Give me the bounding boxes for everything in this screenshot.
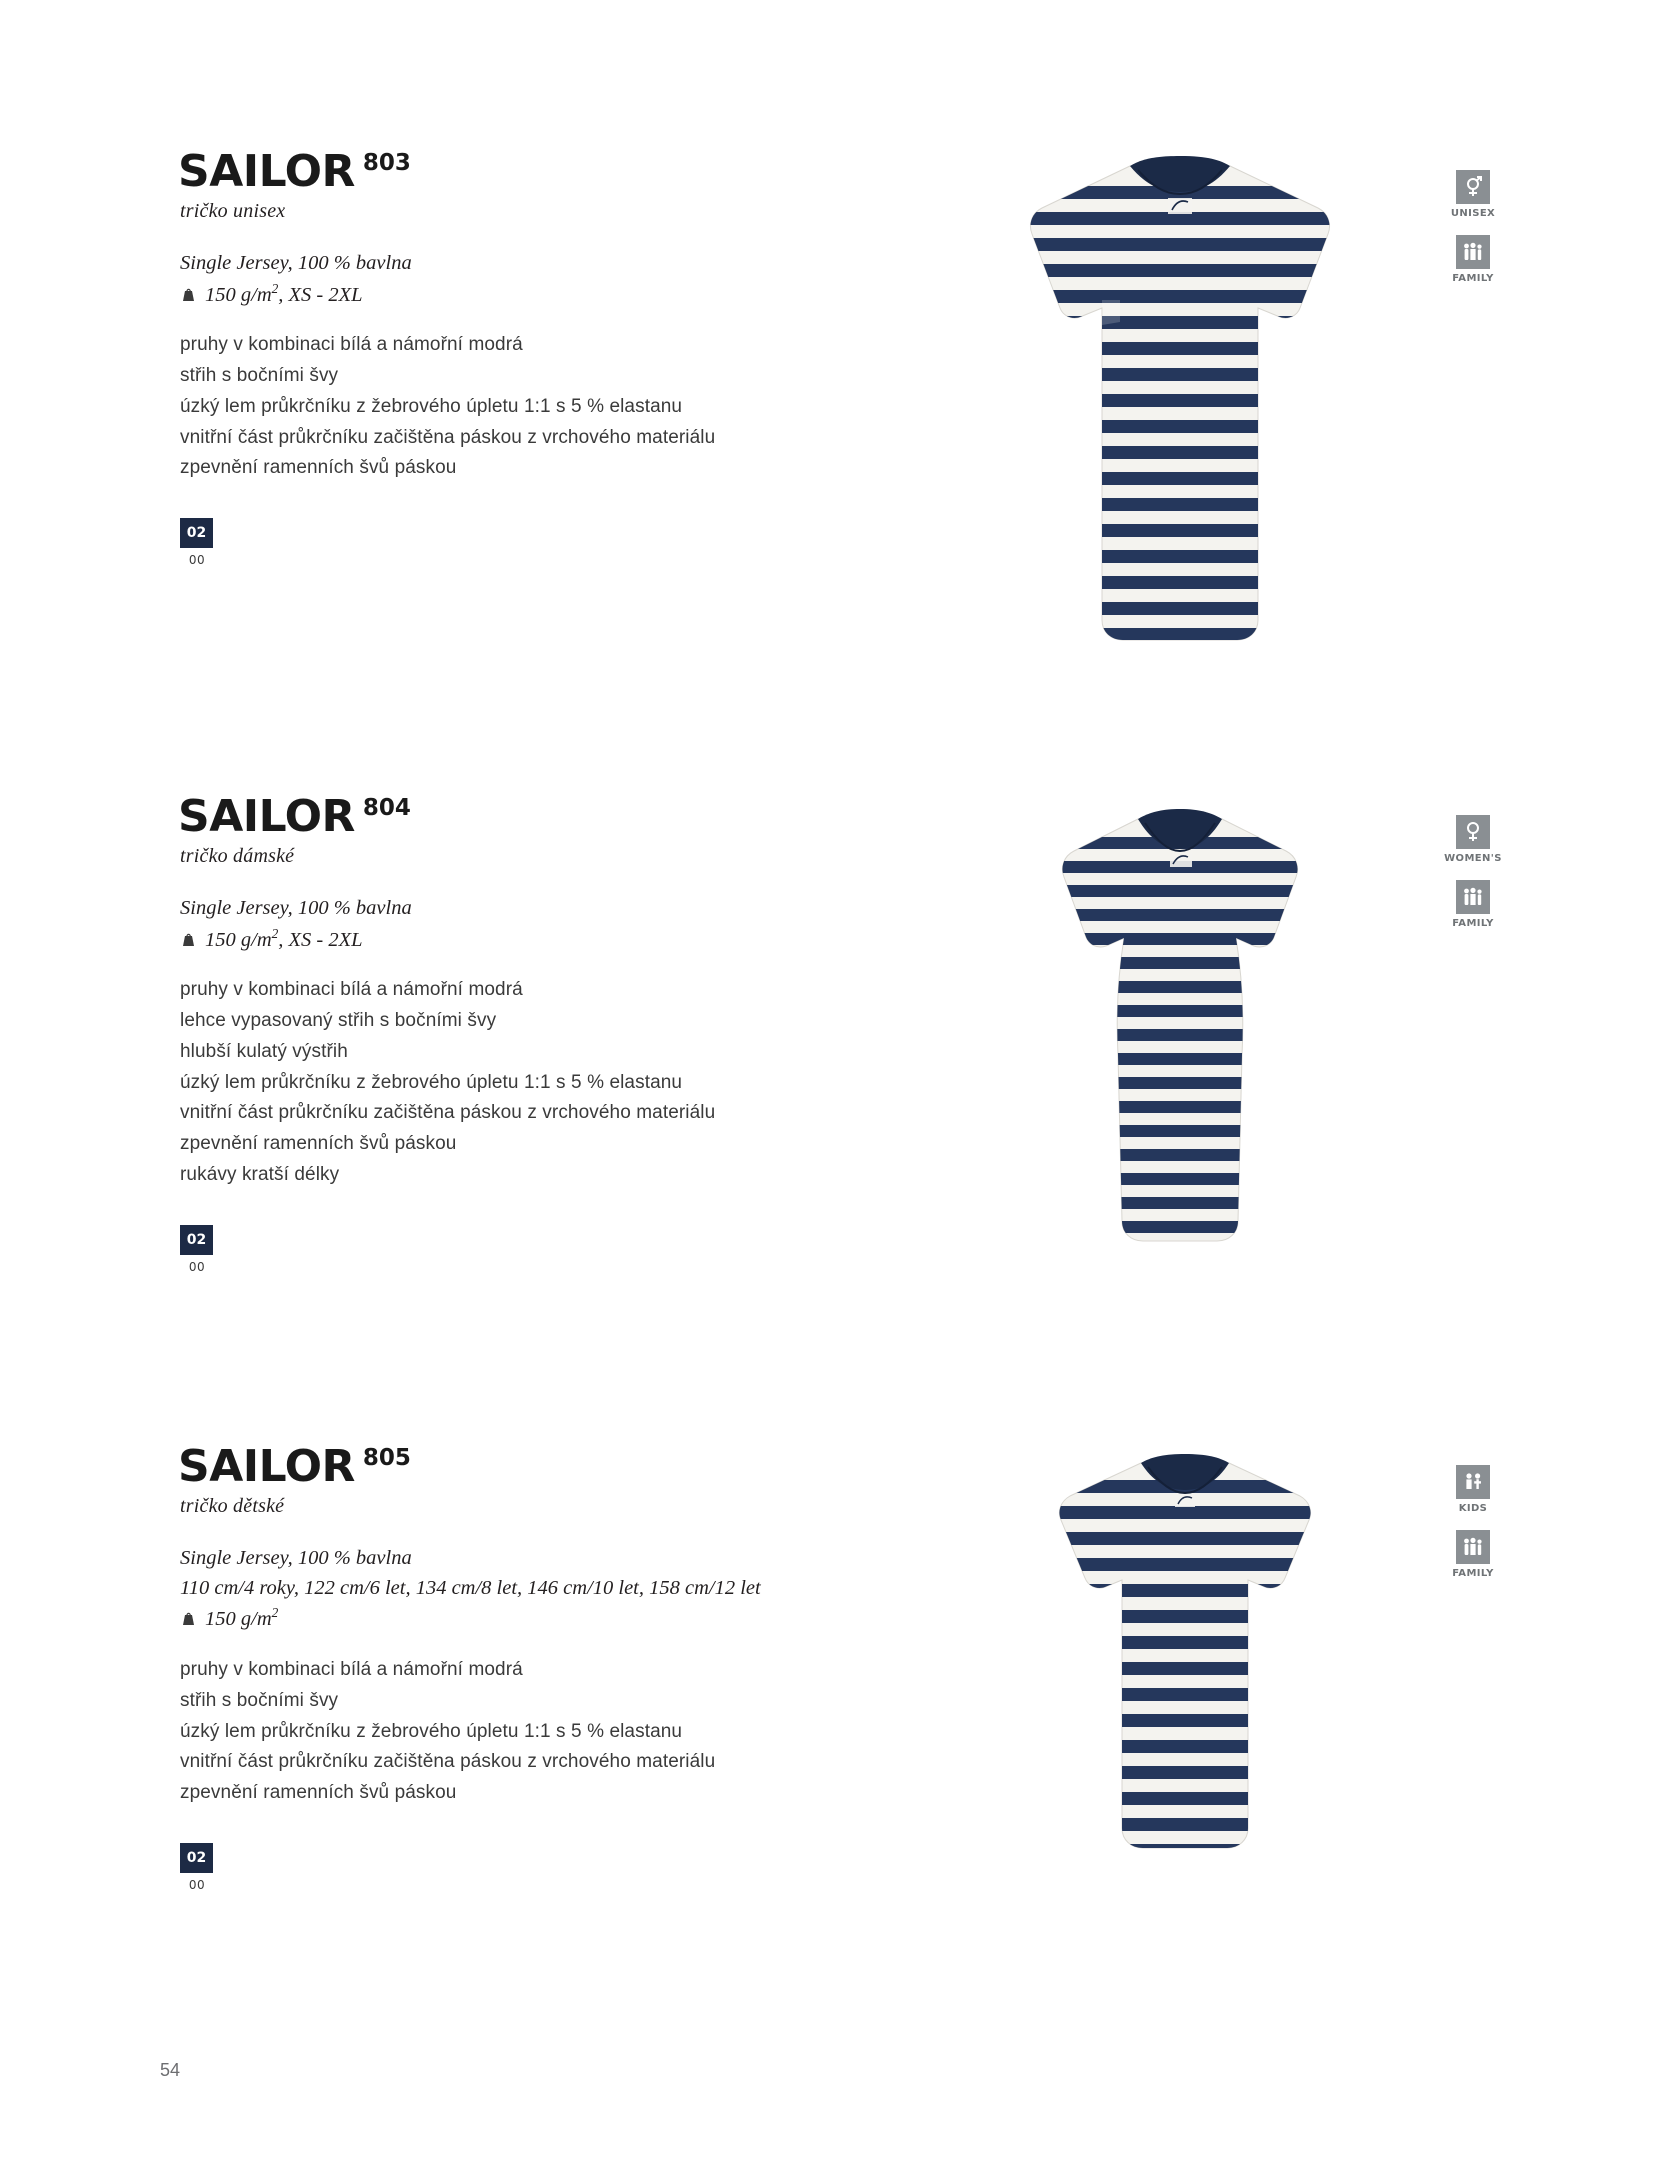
feature-item: zpevnění ramenních švů páskou [180,457,457,479]
feature-item: zpevnění ramenních švů páskou [180,1782,457,1804]
family-icon [1456,1530,1490,1564]
feature-item: pruhy v kombinaci bílá a námořní modrá [180,334,523,356]
feature-item: střih s bočními švy [180,1689,339,1711]
product-text [178,146,938,568]
product-code: 804 [362,795,411,821]
feature-item: rukávy kratší délky [180,1163,340,1185]
womens-icon [1456,815,1490,849]
product-title [178,1441,938,1492]
product-image-womens [1000,805,1360,1290]
badge-group [1438,170,1508,300]
feature-list [180,1655,938,1809]
feature-list [180,975,938,1190]
color-swatch-group[interactable] [180,518,214,567]
product-subtitle: tričko dámské [180,845,295,867]
weight-icon [180,1610,197,1627]
product-image-unisex [980,150,1380,675]
weight-icon [180,286,197,303]
feature-item: vnitřní část průkrčníku začištěna páskou z vrchového materiálu [180,1102,716,1124]
product-title [178,791,938,842]
material-text: Single Jersey, 100 % bavlna [180,897,412,919]
badge-group [1438,1465,1508,1595]
weight-text: 150 $g/m^2$ [205,1605,279,1631]
feature-item: vnitřní část průkrčníku začištěna páskou z vrchového materiálu [180,1751,716,1773]
badge-family [1438,1530,1508,1579]
feature-item: zpevnění ramenních švů páskou [180,1133,457,1155]
product-code: 805 [362,1445,411,1471]
weight-text: 150 $g/m^2$, XS - 2XL [205,280,363,306]
feature-item: úzký lem průkrčníku z žebrového úpletu 1:1 s 5 % elastanu [180,1071,683,1093]
weight-line [180,924,938,956]
badge-unisex [1438,170,1508,219]
feature-list [180,330,938,484]
weight-line [180,1603,938,1635]
color-swatch-group[interactable] [180,1843,214,1892]
badge-family [1438,235,1508,284]
badge-family [1438,880,1508,929]
feature-item: hlubší kulatý výstřih [180,1040,348,1062]
material-text: Single Jersey, 100 % bavlna [180,252,412,274]
product-image-kids [1010,1450,1360,1885]
product-text [178,1441,938,1892]
feature-item: úzký lem průkrčníku z žebrového úpletu 1:1 s 5 % elastanu [180,395,683,417]
product-subtitle: tričko dětské [180,1495,285,1517]
color-swatch[interactable]: 02 [180,518,213,548]
product-code: 803 [362,150,411,176]
weight-text: 150 $g/m^2$, XS - 2XL [205,925,363,951]
badge-label: FAMILY [1452,918,1494,929]
color-swatch[interactable]: 02 [180,1843,213,1873]
material-line [180,1544,938,1574]
family-icon [1456,235,1490,269]
product-specs [180,249,938,310]
color-swatch[interactable]: 02 [180,1225,213,1255]
product-name: SAILOR [178,1441,355,1492]
color-swatch-code: 00 [188,1259,206,1274]
badge-womens [1438,815,1508,864]
sizes-line [180,1574,938,1604]
material-line [180,249,938,279]
product-specs [180,1544,938,1635]
badge-kids [1438,1465,1508,1514]
badge-label: KIDS [1458,1503,1488,1514]
feature-item: střih s bočními švy [180,365,339,387]
weight-line [180,279,938,311]
badge-label: WOMEN'S [1444,853,1502,864]
material-line [180,894,938,924]
badge-label: FAMILY [1452,273,1494,284]
product-specs [180,894,938,955]
unisex-icon [1456,170,1490,204]
color-swatch-group[interactable] [180,1225,214,1274]
feature-item: vnitřní část průkrčníku začištěna páskou z vrchového materiálu [180,426,716,448]
feature-item: pruhy v kombinaci bílá a námořní modrá [180,1658,523,1680]
sizes-text: 110 cm/4 roky, 122 cm/6 let, 134 cm/8 let, 146 cm/10 let, 158 cm/12 let [180,1576,761,1599]
feature-item: lehce vypasovaný střih s bočními švy [180,1010,497,1032]
kids-icon [1456,1465,1490,1499]
material-text: Single Jersey, 100 % bavlna [180,1547,412,1569]
family-icon [1456,880,1490,914]
badge-label: UNISEX [1450,208,1496,219]
page-number: 54 [160,2060,181,2080]
product-title [178,146,938,197]
product-name: SAILOR [178,146,355,197]
product-text [178,791,938,1274]
product-name: SAILOR [178,791,355,842]
weight-icon [180,931,197,948]
color-swatch-code: 00 [188,1877,206,1892]
feature-item: pruhy v kombinaci bílá a námořní modrá [180,979,523,1001]
badge-group [1438,815,1508,945]
product-subtitle: tričko unisex [180,200,286,222]
badge-label: FAMILY [1452,1568,1494,1579]
color-swatch-code: 00 [188,553,206,568]
feature-item: úzký lem průkrčníku z žebrového úpletu 1:1 s 5 % elastanu [180,1720,683,1742]
